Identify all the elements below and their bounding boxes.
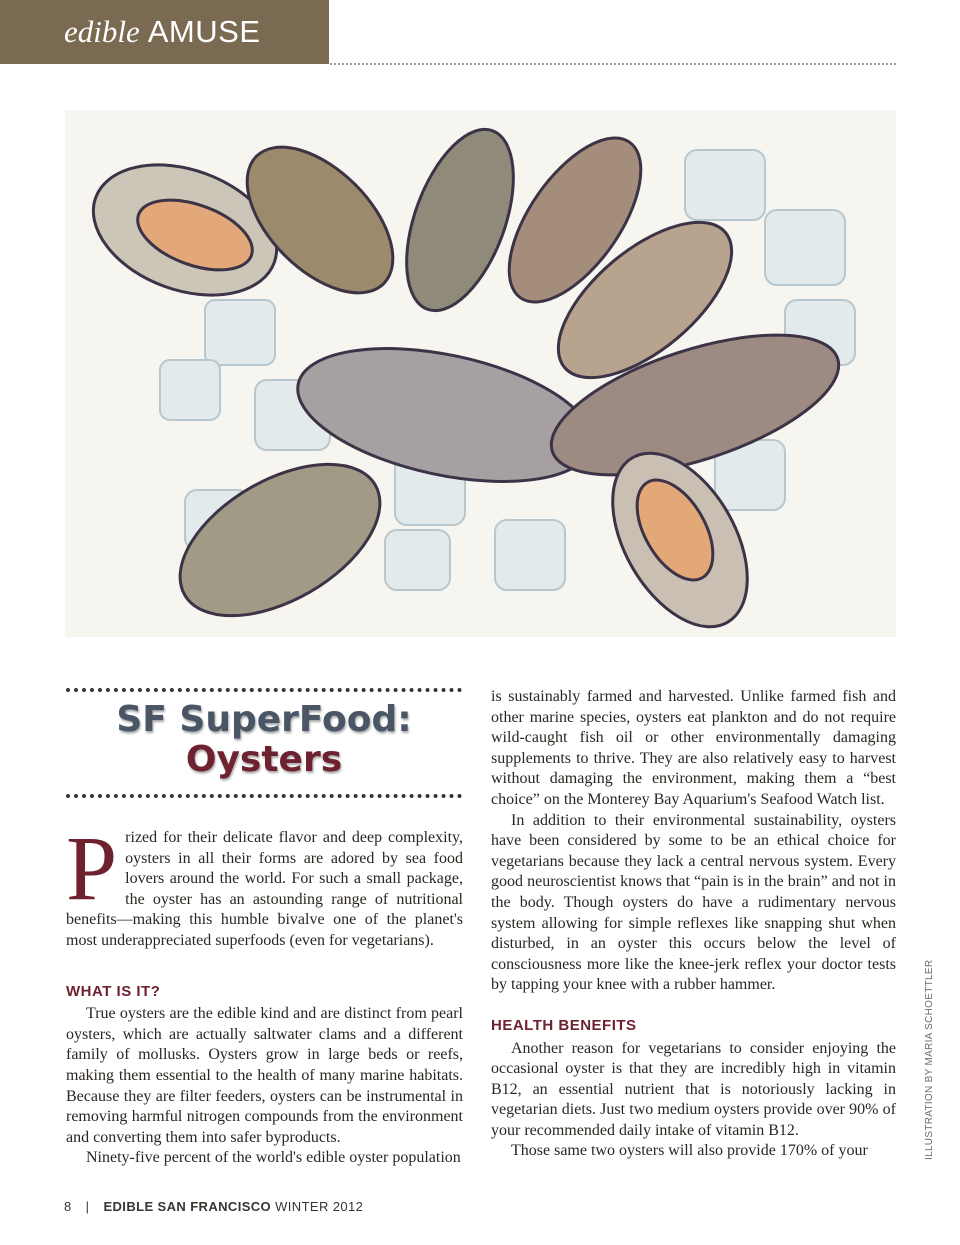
- header-dotted-rule: [330, 63, 896, 65]
- sustainability-paragraph: is sustainably farmed and harvested. Unlike farmed fish and other marine species, oysters eat plankton and do not require wild-caught fish oil or other environmentally damaging supplements to thrive. They are also relatively easy to harvest without damaging the environment, making them a “best choice” on the Monterey Bay Aquarium's Seafood Watch list.: [491, 688, 896, 808]
- oyster-illustration: [65, 110, 896, 637]
- article-title: [66, 700, 462, 780]
- what-is-it-paragraph-1: True oysters are the edible kind and are distinct from pearl oysters, which are actually saltwater clams and a different family of mollusks. Oysters grow in large beds or reefs, making them essential to the health of many marine habitats. Because they are filter feeders, oysters can be instrumental in removing harmful nitrogen compounds from the environment and converting them into safer byproducts.: [66, 1005, 463, 1146]
- section-heading-health-benefits: HEALTH BENEFITS: [491, 1016, 637, 1034]
- intro-text: rized for their delicate flavor and deep complexity, oysters in all their forms are adored by sea food lovers around the world. For such a small package, the oyster has an astounding range of nutritional benefits—making this humble bivalve one of the planet's most underappreciated superfoods (even for vegetarians).: [66, 829, 463, 949]
- page-footer: [64, 1199, 363, 1214]
- article-column-right: [491, 687, 896, 1162]
- issue-label: WINTER 2012: [275, 1199, 364, 1214]
- drop-cap: P: [66, 817, 118, 919]
- footer-separator: |: [85, 1199, 90, 1214]
- section-header-amuse: AMUSE: [147, 14, 261, 49]
- section-header-edible: edible: [64, 14, 140, 49]
- title-line-1: SF SuperFood:: [116, 699, 412, 740]
- title-divider-bottom: [66, 794, 462, 798]
- title-divider-top: [66, 688, 462, 692]
- what-is-it-paragraph-2: Ninety-five percent of the world's edible oyster population: [86, 1149, 461, 1167]
- title-line-2: Oysters: [185, 739, 343, 780]
- health-paragraph-2: Those same two oysters will also provide 170% of your: [511, 1142, 868, 1160]
- intro-paragraph: [66, 817, 463, 952]
- section-heading-what-is-it: WHAT IS IT?: [66, 982, 161, 1000]
- health-paragraph-1: Another reason for vegetarians to consider enjoying the occasional oyster is that they are incredibly high in vitamin B12, an essential nutrient that is notoriously lacking in vegetarian diets. Just two medium oysters provide over 90% of your recommended daily intake of vitamin B12.: [491, 1039, 896, 1139]
- publication-name: EDIBLE SAN FRANCISCO: [103, 1199, 272, 1214]
- page-number: 8: [64, 1199, 72, 1214]
- article-column-left: [66, 817, 463, 1169]
- illustration-credit: ILLUSTRATION BY MARIA SCHOETTLER: [924, 959, 935, 1160]
- section-header: [0, 0, 329, 64]
- ethics-paragraph: In addition to their environmental sustainability, oysters have been considered by some to be an ethical choice for vegetarians because they lack a central nervous system. Every good neuroscientist knows that “pain is in the brain” and not in the body. Though oysters do have a rudimentary nervous system allowing for simple reflexes like snapping shut when disturbed, in an oyster this occurs below the level of consciousness more like the knee-jerk reflex your doctor tests by tapping your knee with a rubber hammer.: [491, 811, 896, 994]
